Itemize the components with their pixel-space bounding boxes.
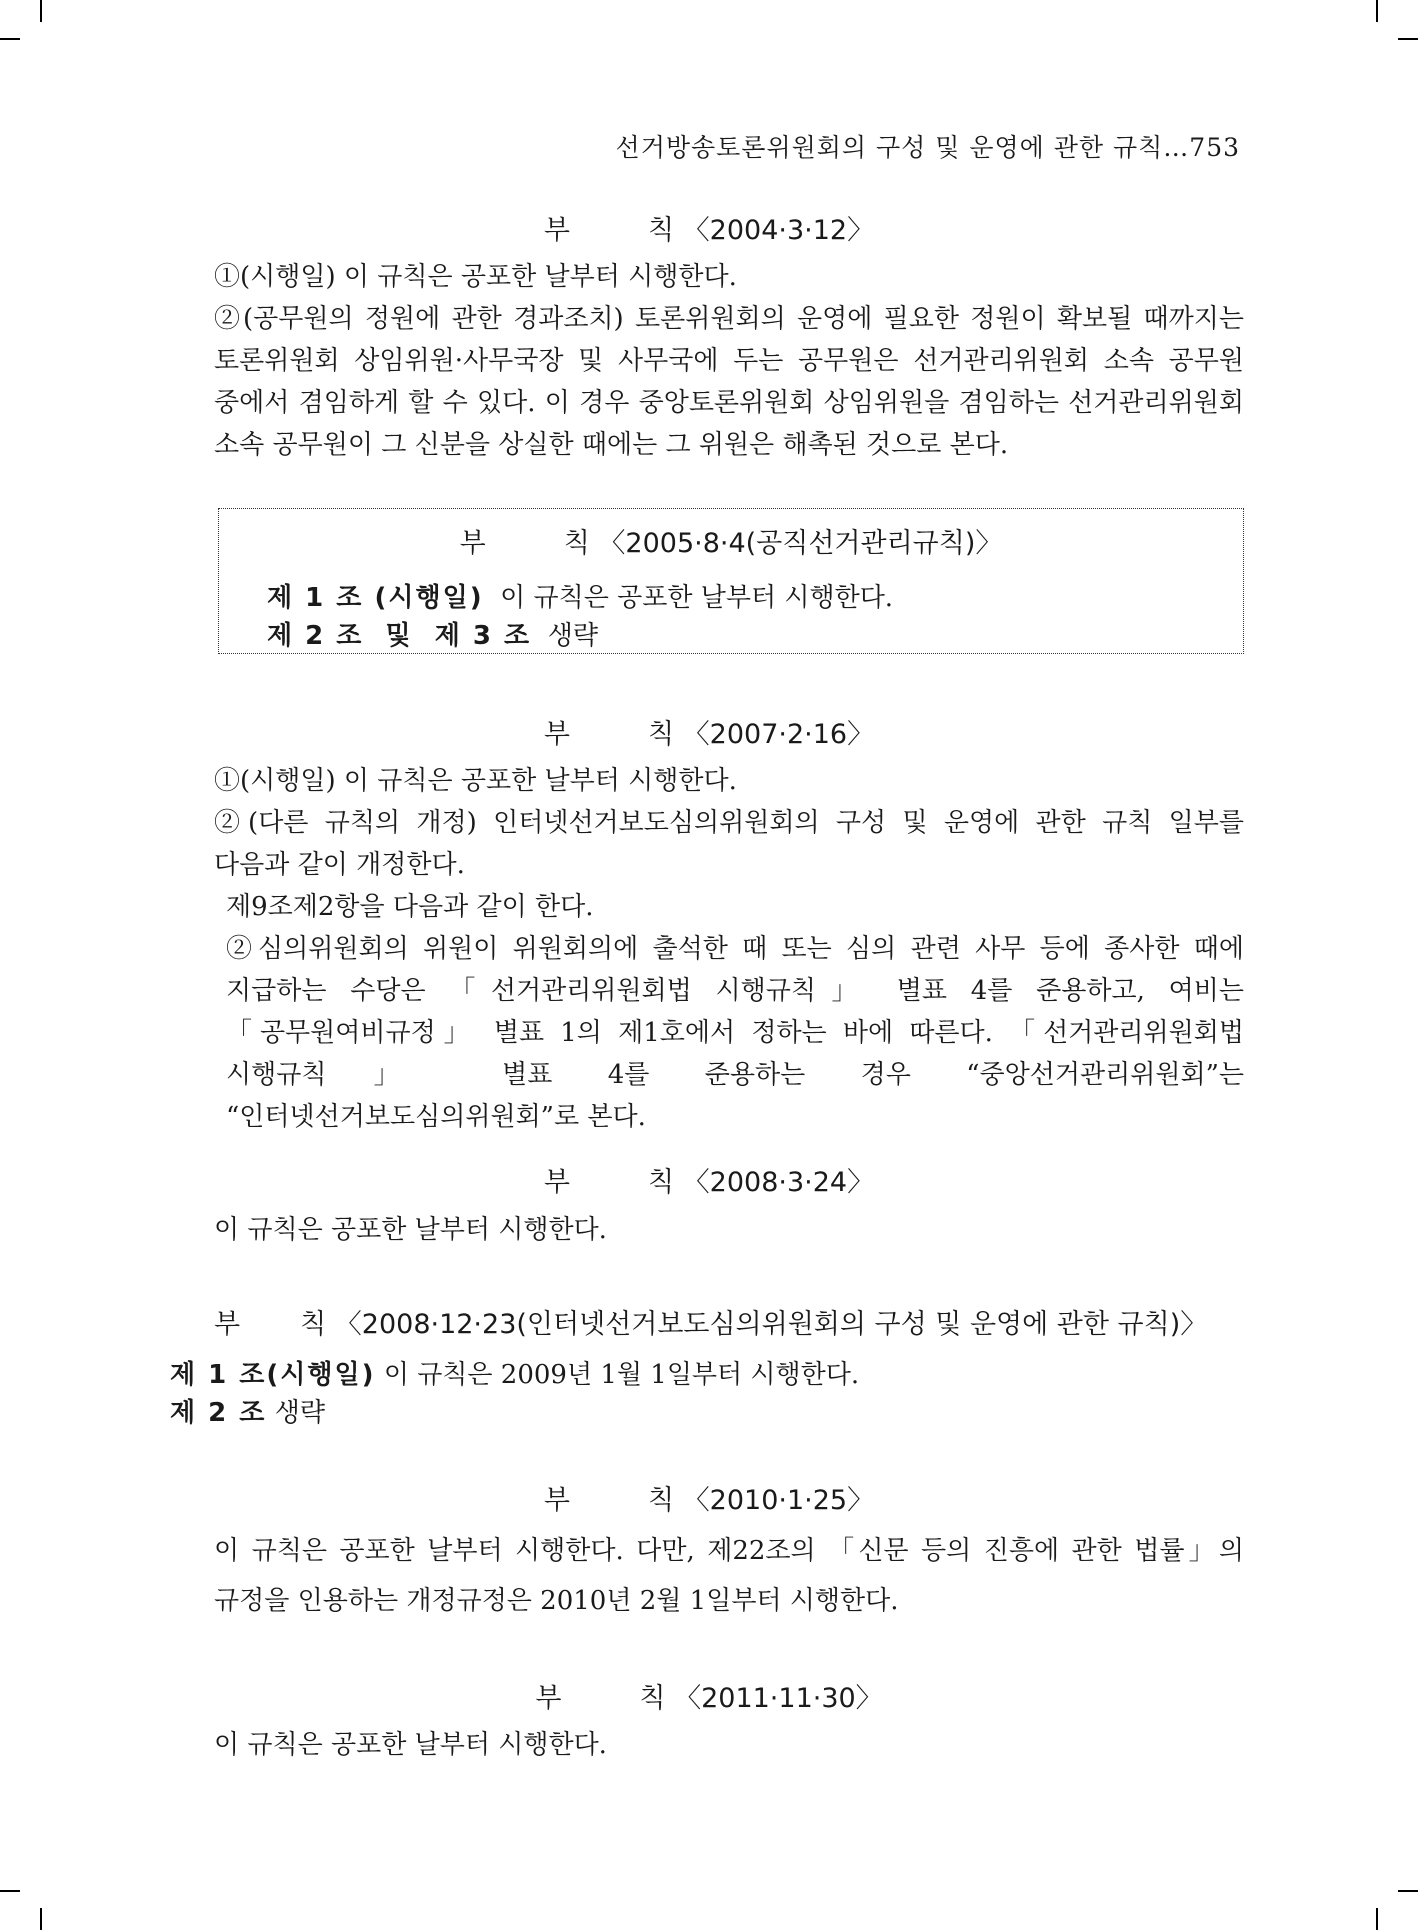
title-date: 〈2007·2·16〉 (682, 719, 875, 750)
crop-mark (1398, 1890, 1418, 1892)
crop-mark (0, 1890, 20, 1892)
section-title-2008-12 (214, 1302, 1207, 1341)
paragraph: ②심의위원회의 위원이 위원회의에 출석한 때 또는 심의 관련 사무 등에 종사한 때에 지급하는 수당은 「선거관리위원회법 시행규칙」 별표 4를 준용하고, 여비는 「공무원여비규정」 별표 1의 제1호에서 정하는 바에 따른다. 「선거관리위원회법 시행규칙」 별표 4를 준용하는 경우 “중앙선거관리위원회”는 “인터넷선거보도심의위원회”로 본다. (226, 934, 1244, 1132)
paragraph: 이 규칙은 공포한 날부터 시행한다. (214, 1730, 607, 1760)
article-text: 생략 (547, 621, 598, 651)
article-line (267, 615, 598, 652)
section-title-2007 (0, 712, 1418, 751)
title-date: 〈2004·3·12〉 (682, 215, 875, 246)
paragraph: 이 규칙은 공포한 날부터 시행한다. (214, 1215, 607, 1245)
paragraph: 이 규칙은 공포한 날부터 시행한다. 다만, 제22조의 「신문 등의 진흥에 관한 법률」의 규정을 인용하는 개정규정은 2010년 2월 1일부터 시행한다. (214, 1536, 1244, 1616)
running-head: 선거방송토론위원회의 구성 및 운영에 관한 규칙…753 (615, 133, 1240, 162)
crop-mark (1376, 1908, 1378, 1930)
title-chik: 칙 (300, 1309, 327, 1340)
section-body-2010 (214, 1526, 1244, 1626)
title-chik: 칙 (647, 215, 675, 246)
title-chik: 칙 (647, 719, 675, 750)
article-label: 제 1 조(시행일) (170, 1360, 376, 1390)
title-date: 〈2008·12·23(인터넷선거보도심의위원회의 구성 및 운영에 관한 규칙)〉 (334, 1309, 1208, 1340)
section-body-2007 (214, 760, 1244, 1138)
title-date: 〈2005·8·4(공직선거관리규칙)〉 (598, 528, 1003, 559)
article-label: 제 2 조 및 제 3 조 (267, 621, 532, 651)
crop-mark (40, 1908, 42, 1930)
crop-mark (40, 0, 42, 22)
boxed-section-2005 (218, 508, 1244, 654)
article-label: 제 1 조 (시행일) (267, 583, 484, 613)
title-date: 〈2008·3·24〉 (682, 1167, 875, 1198)
title-chik: 칙 (647, 1167, 675, 1198)
article-text: 이 규칙은 2009년 1월 1일부터 시행한다. (383, 1360, 860, 1390)
title-chik: 칙 (639, 1683, 666, 1714)
section-title-2008-03 (0, 1160, 1418, 1199)
section-title-2010 (0, 1478, 1418, 1517)
paragraph: ②(공무원의 정원에 관한 경과조치) 토론위원회의 운영에 필요한 정원이 확보될 때까지는 토론위원회 상임위원·사무국장 및 사무국에 두는 공무원은 선거관리위원회 소속 공무원 중에서 겸임하게 할 수 있다. 이 경우 중앙토론위원회 상임위원을 겸임하는 선거관리위원회 소속 공무원이 그 신분을 상실한 때에는 그 위원은 해촉된 것으로 본다. (214, 304, 1244, 460)
article-line (170, 1392, 325, 1429)
title-chik: 칙 (647, 1485, 675, 1516)
title-bu: 부 (543, 1485, 570, 1516)
title-chik: 칙 (563, 528, 590, 559)
title-date: 〈2011·11·30〉 (674, 1683, 883, 1714)
article-text: 생략 (274, 1398, 325, 1428)
section-title-2004 (0, 208, 1418, 247)
paragraph: ②(다른 규칙의 개정) 인터넷선거보도심의위원회의 구성 및 운영에 관한 규칙 일부를 다음과 같이 개정한다. (214, 808, 1244, 880)
section-body-2011 (214, 1724, 1244, 1766)
title-bu: 부 (214, 1309, 241, 1340)
article-line (170, 1354, 859, 1391)
crop-mark (1398, 38, 1418, 40)
article-text: 이 규칙은 공포한 날부터 시행한다. (500, 583, 894, 613)
section-title-2005 (219, 521, 1243, 560)
article-label: 제 2 조 (170, 1398, 267, 1428)
title-bu: 부 (459, 528, 486, 559)
title-bu: 부 (543, 719, 570, 750)
title-bu: 부 (543, 1167, 570, 1198)
paragraph: ①(시행일) 이 규칙은 공포한 날부터 시행한다. (214, 766, 737, 796)
article-line (267, 577, 893, 614)
section-body-2008-03 (214, 1209, 1244, 1251)
title-bu: 부 (543, 215, 570, 246)
title-date: 〈2010·1·25〉 (682, 1485, 875, 1516)
crop-mark (0, 38, 20, 40)
section-title-2011 (0, 1676, 1418, 1715)
title-bu: 부 (535, 1683, 562, 1714)
paragraph: ①(시행일) 이 규칙은 공포한 날부터 시행한다. (214, 262, 737, 292)
paragraph: 제9조제2항을 다음과 같이 한다. (226, 892, 594, 922)
crop-mark (1376, 0, 1378, 22)
section-body-2004 (214, 256, 1244, 466)
